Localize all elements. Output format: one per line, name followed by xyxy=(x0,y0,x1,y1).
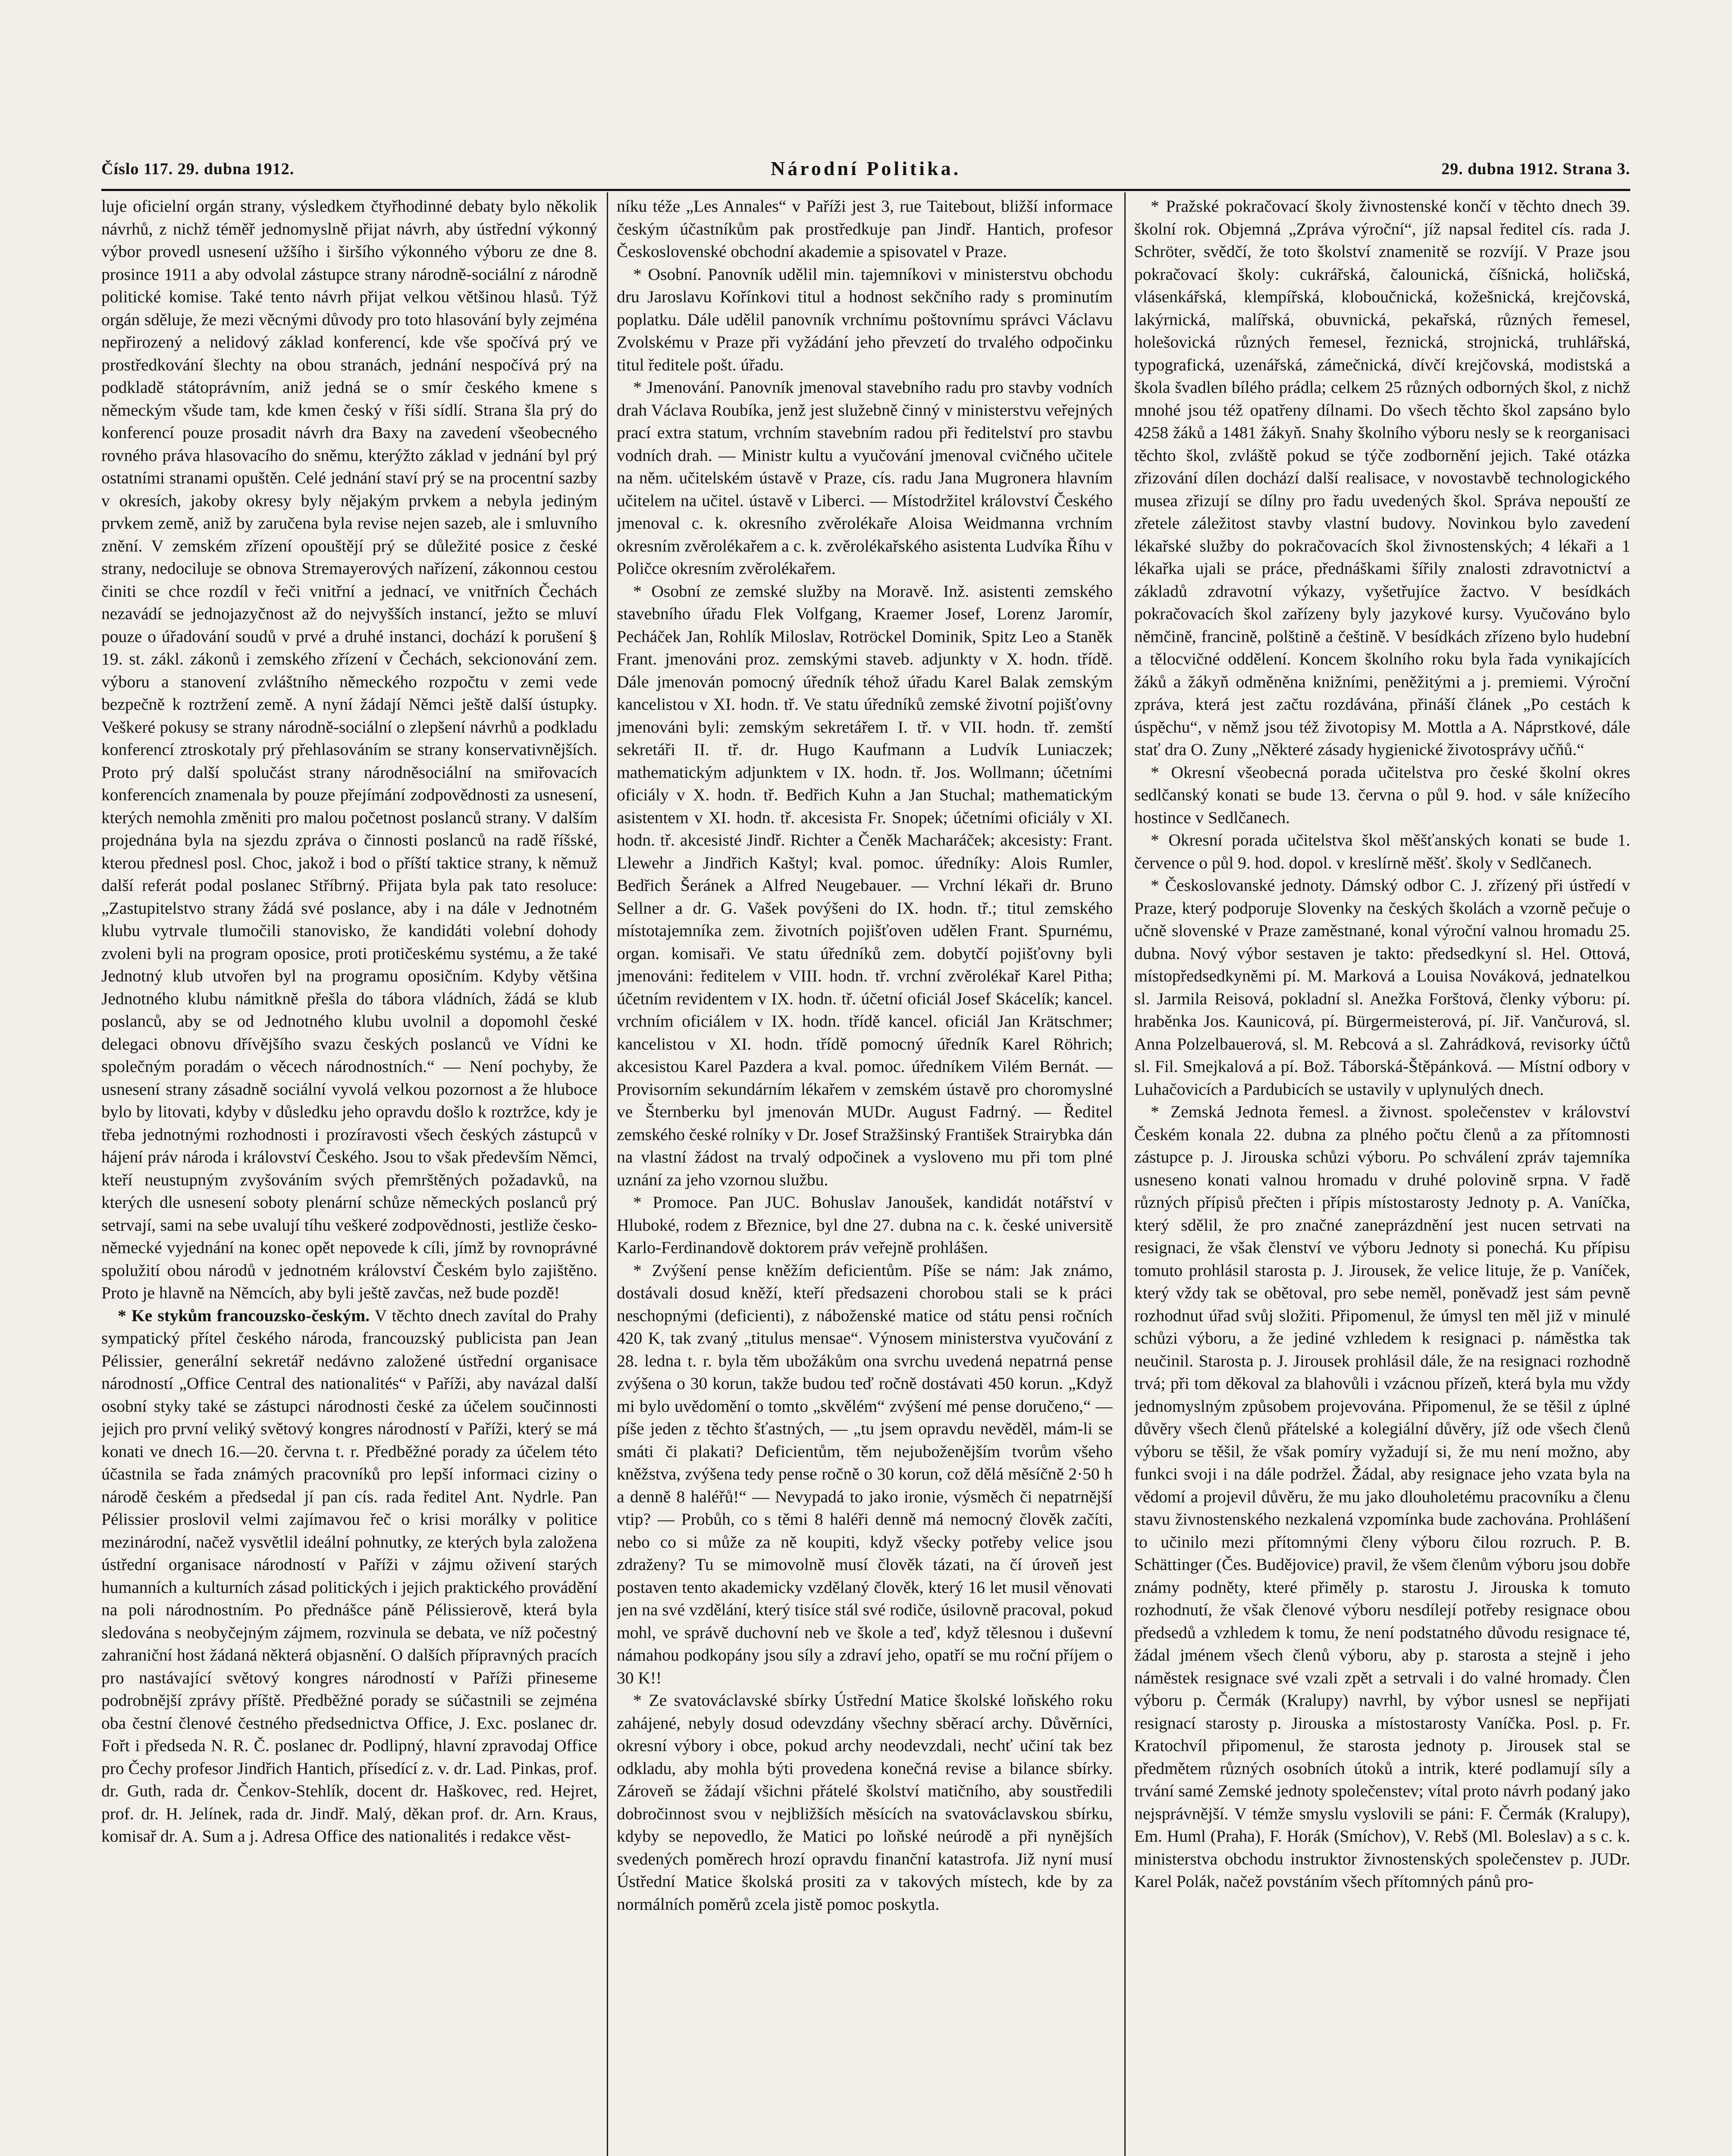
article-heading: * Ke stykům francouzsko-českým. xyxy=(118,1306,370,1325)
article-paragraph: * Okresní porada učitelstva škol měšťanských konati se bude 1. července o půl 9. hod. dopol. v kreslírně měšť. školy v Sedlčanech. xyxy=(1134,830,1630,872)
article-paragraph: * Pražské pokračovací školy živnostenské končí v těchto dnech 39. školní rok. Objemná „Zpráva výroční“, jíž napsal ředitel cís. rada J. Schröter, svědčí, že toto školství znamenitě se rozvíjí. V Praze jsou pokračovací školy: cukrářská, čalounická, číšnická, holičská, vlásenkářská, klempířská, kloboučnická, kožešnická, krejčovská, lakýrnická, malířská, obuvnická, pekařská, různých řemesel, holešovická různých řemesel, řeznická, strojnická, truhlářská, typografická, uzenářská, zámečnická, dívčí krejčovská, modistská a škola švadlen bílého prádla; celkem 25 různých odborných škol, z nichž mnohé jsou též opatřeny dílnami. Do všech těchto škol zapsáno bylo 4258 žáků a 1481 žákyň. Snahy školního výboru nesly se k reorganisaci těchto škol, zvláště pokud se týče zodbornění jejich. Také otázka zřizování dílen dochází další realisace, v novostavbě technologického musea zřizují se dílny pro řadu uvedených škol. Správa nepouští ze zřetele záležitost stavby vlastní budovy. Novinkou bylo zavedení lékařské služby do pokračovacích škol živnostenských; 4 lékaři a 1 lékařka ujali se práce, přednáškami šířily znalosti zdravotnictví a základů zdravotní výkazy, vyšetřujíce žactvo. V besídkách pokračovacích škol zařízeny byly jazykové kursy. Vyučováno bylo němčině, francině, polštině a češtině. V besídkách zřízeno bylo hudební a tělocvičné oddělení. Koncem školního roku byla řada vynikajících žáků a žákyň odměněna knižními, peněžitými a j. premiemi. Výroční zpráva, která jest začtu rozdávána, přináší článek „Po cestách k úspěchu“, v němž jsou též životopisy M. Mottla a A. Náprstkové, dále stať dra O. Zuny „Některé zásady hygienické životosprávy učňů.“ xyxy=(1134,197,1630,759)
article-paragraph: * Osobní. Panovník udělil min. tajemníkovi v ministerstvu obchodu dru Jaroslavu Kořínkovi titul a hodnost sekčního rady s prominutím poplatku. Dále udělil panovník vrchnímu poštovnímu správci Václavu Zvolskému v Praze při vyžádání jeho převzetí do trvalého odpočinku titul ředitele pošt. úřadu. xyxy=(617,264,1113,374)
issue-number: Číslo 117. 29. dubna 1912. xyxy=(101,160,295,178)
column-1 xyxy=(101,195,597,2156)
column-divider-1 xyxy=(607,192,608,2156)
column-3 xyxy=(1134,195,1630,2156)
article-paragraph: níku téže „Les Annales“ v Paříži jest 3, rue Taitebout, bližší informace českým účastníkům pak prostředkuje pan Jindř. Hantich, profesor Československé obchodní akademie a spisovatel v Praze. xyxy=(617,197,1113,261)
article-paragraph: * Českoslovanské jednoty. Dámský odbor C. J. zřízený při ústředí v Praze, který podporuje Slovenky na českých školách a vzorně pečuje o učně slovenské v Praze zaměstnané, konal výroční valnou hromadu 25. dubna. Nový výbor sestaven je takto: předsedkyní sl. Hel. Ottová, místopředsedkyněmi pí. M. Marková a Louisa Nováková, jednatelkou sl. Jarmila Reisová, pokladní sl. Anežka Forštová, členky výboru: pí. hraběnka Jos. Kaunicová, pí. Bürgermeisterová, pí. Jiř. Vančurová, sl. Anna Polzelbauerová, sl. M. Rebcová a sl. Zahrádková, revisorky účtů sl. Fil. Smejkalová a pí. Bož. Táborská-Štěpánková. — Místní odbory v Luhačovicích a Pardubicích se ustavily v uplynulých dnech. xyxy=(1134,876,1630,1099)
article-paragraph: luje oficielní orgán strany, výsledkem čtyřhodinné debaty bylo několik návrhů, z nichž téměř jednomyslně přijat návrh, aby ústřední výkonný výbor provedl usnesení užšího i širšího výkonného výboru ze dne 8. prosince 1911 a aby odvolal zástupce strany národně-sociální z národně politické komise. Také tento návrh přijat velkou většinou hlasů. Týž orgán sděluje, že mezi věcnými důvody pro toto hlasování byly zejména nepřirozený a nelidový základ konferencí, kde vše spočívá prý ve prostředkování šlechty na obou stranách, jednání nespočívá prý na podkladě státoprávním, aniž jedná se o smír českého kmene s německým všude tam, kde kmen český v říši sídlí. Strana šla prý do konferencí pouze prosadit návrh dra Baxy na zavedení všeobecného rovného práva hlasovacího do sněmu, kterýžto základ v jednání byl prý ostatními stranami opuštěn. Celé jednání staví prý se na procentní sazby v okresích, jakoby okresy byly nějakým prvkem a nebyla jediným prvkem země, aniž by zaručena byla revise nejen sazeb, ale i smluvního znění. V zemském zřízení opouštějí prý se důležité posice z české strany, nedociluje se obnova Stremayerových nařízení, zákonnou cestou činiti se chce rozdíl v řeči vnitřní a jednací, ve vnitřních Čechách nezavádí se jednojazyčnost až do nejvyšších instancí, ježto se mluví pouze o úřadování soudů v prvé a druhé instanci, dochází k porušení § 19. st. zákl. zákonů i zemského zřízení v Čechách, sekcionování zem. výboru a stanovení zvláštního německého rozpočtu v zemi vede bezpečně k roztržení země. A nyní žádají Němci ještě další ústupky. Veškeré pokusy se strany národně-sociální o zlepšení návrhů a podkladu konferencí ztroskotaly prý přehlasováním se strany konservativnějších. Proto prý další spolučást strany národněsociální na smiřovacích konferencích znamenala by pouze přejímání zodpovědnosti za usnesení, kterých nemohla změniti pro malou početnost poslanců strany. V dalším projednána byla na sjezdu zpráva o činnosti poslanců na radě říšské, kterou přednesl posl. Choc, jakož i bod o příští taktice strany, k němuž další referát podal poslanec Stříbrný. Přijata byla pak tato resoluce: „Zastupitelstvo strany žádá své poslance, aby i na dále v Jednotném klubu vytrvale tlumočili stanovisko, že kandidáti volební dohody zvoleni byli na program oposice, proti protičeskému systému, a že také Jednotný klub utvořen byl na programu oposičním. Kdyby většina Jednotného klubu námitkně přešla do tábora vládních, žádá se klub poslanců, aby se od Jednotného klubu uvolnil a dopomohl české delegaci obnovu dřívějšího svazu českých poslanců ve Vídni ke společným poradám o věcech národnostních.“ — Není pochyby, že usnesení strany zásadně sociální vyvolá velkou pozornost a že hluboce bylo by litovati, kdyby v důsledku jeho opravdu došlo k roztržce, kdy je třeba jednotnými rozhodnosti i prozíravosti všech českých zástupců v hájení práv národa i království Českého. Jsou to však především Němci, kteří neustupným zvyšováním svých přemrštěných požadavků, na kterých dle usnesení soboty plenární schůze německých poslanců prý setrvají, sami na sebe uvalují tíhu veškeré zodpovědnosti, jestliže česko-německé vyjednání na konec opět nepovede k cíli, jímž by rovnoprávné spolužití obou národů v jednotném království Českém bylo zajištěno. Proto je hlavně na Němcích, aby byli ještě zavčas, než bude pozdě! xyxy=(101,197,597,1302)
date-page-number: 29. dubna 1912. Strana 3. xyxy=(1441,160,1630,178)
article-paragraph: * Zvýšení pense kněžím deficientům. Píše se nám: Jak známo, dostávali dosud kněží, kteří předsazeni chorobou stali se k práci neschopnými (deficienti), z náboženské matice od státu pensi ročních 420 K, tak zvaný „titulus mensae“. Výnosem ministerstva vyučování z 28. ledna t. r. byla těm ubožákům ona svrchu uvedená nepatrná pense zvýšena o 30 korun, takže budou teď ročně dostávati 450 korun. „Když mi bylo uvědomění o tomto „skvělém“ zvýšení mé pense doručeno,“ — píše jeden z těchto šťastných, — „tu jsem opravdu nevěděl, mám-li se smáti či plakati? Deficientům, těm nejuboženějším tvorům všeho kněžstva, zvýšena tedy pense ročně o 30 korun, což dělá měsíčně 2·50 h a denně 8 haléřů!“ — Nevypadá to jako ironie, výsměch či nepatrnější vtip? — Probůh, co s těmi 8 haléři denně má nemocný člověk začíti, nebo co si může za ně koupiti, když všecky potřeby velice jsou zdraženy? Tu se mimovolně musí člověk tázati, na čí úroveň jest postaven tento akademicky vzdělaný člověk, který 16 let musil věnovati jen na své vzdělání, který tisíce stál své rodiče, úsilovně pracoval, pokud mohl, ve správě duchovní neb ve škole a teď, když tělesnou i duševní námahou podkopány jsou síly a zdraví jeho, opatří se mu roční příjem o 30 K!! xyxy=(617,1260,1113,1687)
masthead-title: Národní Politika. xyxy=(770,157,961,179)
article-paragraph: * Ze svatováclavské sbírky Ústřední Matice školské loňského roku zahájené, nebyly dosud odevzdány všechny sběrací archy. Důvěrníci, okresní výbory i obce, pokud archy neodevzdali, nechť učiní tak bez odkladu, aby mohla býti provedena konečná revise a bilance sbírky. Zároveň se žádají všichni přátelé školství matičního, aby soustředili dobročinnost svou v nejbližších měsících na svatováclavskou sbírku, kdyby se nepovedlo, že Matici po loňské neúrodě a při nynějších svedených poměrech hrozí opravdu finanční katastrofa. Již nyní musí Ústřední Matice školská prositi za v takových místech, kde by za normálních poměrů zcela jistě pomoc poskytla. xyxy=(617,1691,1113,1914)
article-paragraph: * Promoce. Pan JUC. Bohuslav Janoušek, kandidát notářství v Hluboké, rodem z Březnice, byl dne 27. dubna na c. k. české universitě Karlo-Ferdinandově doktorem práv veřejně prohlášen. xyxy=(617,1193,1113,1257)
header-rule xyxy=(101,189,1630,191)
article-paragraph: * Okresní všeobecná porada učitelstva pro české školní okres sedlčanský konati se bude 13. června o půl 9. hod. v sále knížecího hostince v Sedlčanech. xyxy=(1134,762,1630,827)
article-text: V těchto dnech zavítal do Prahy sympatický přítel českého národa, francouzský publicista pan Jean Pélissier, generální sekretář nedávno založené ústřední organisace národností „Office Central des nationalités“ v Paříži, aby navázal další osobní styky také se zástupci národnosti české za účelem součinnosti jejich pro první veliký světový kongres národností v Paříži, který se má konati ve dnech 16.—20. června t. r. Předběžné porady za účelem této účastnila se řada známých pracovníků pro lepší informaci ciziny o národě českém a předsedal jí pan cís. rada ředitel Ant. Nydrle. Pan Pélissier proslovil velmi zajímavou řeč o krisi morálky v politice mezinárodní, načež vysvětlil ideální pohnutky, ze kterých byla založena ústřední organisace národností v Paříži v zájmu oživení starých humanních a kulturních zásad politických i jejich praktického provádění na poli národnostním. Po přednášce páně Pélissierově, která byla sledována s neobyčejným zájmem, rozvinula se debata, ve níž počestný zahraniční host žádaná některá objasnění. O dalších přípravných pracích pro nastávající světový kongres národností v Paříži přineseme podrobnější zprávy příště. Předběžné porady se súčastnili se zejména oba čestní členové čestného předsednictva Office, J. Exc. poslanec dr. Fořt i předseda N. R. Č. poslanec dr. Podlipný, hlavní zpravodaj Office pro Čechy profesor Jindřich Hantich, přísedící z. v. dr. Lad. Pinkas, prof. dr. Guth, rada dr. Čenkov-Stehlík, docent dr. Haškovec, red. Hejret, prof. dr. H. Jelínek, rada dr. Jindř. Malý, děkan prof. dr. Arn. Kraus, komisař dr. A. Sum a j. Adresa Office des nationalités i redakce věst- xyxy=(101,1306,597,1846)
article-paragraph: * Osobní ze zemské služby na Moravě. Inž. asistenti zemského stavebního úřadu Flek Volfgang, Kraemer Josef, Lorenz Jaromír, Pecháček Jan, Rohlík Miloslav, Rotröckel Dominik, Spitz Leo a Staněk Frant. jmenováni proz. zemskými staveb. adjunkty v X. hodn. třídě. Dále jmenován pomocný úředník téhož úřadu Karel Balak zemským kancelistou v XI. hodn. tř. Ve statu úředníků zemské životní pojišťovny jmenováni byli: zemským sekretářem I. tř. v VII. hodn. tř. zemští sekretáři II. tř. dr. Hugo Kaufmann a Ludvík Luniaczek; mathematickým adjunktem v IX. hodn. tř. Jos. Wollmann; účetními oficiály v X. hodn. tř. Bedřich Kuhn a Jan Stuchal; mathematickým asistentem v XI. hodn. tř. akcesista Fr. Snopek; účetními oficiály v XI. hodn. tř. akcesisté Jindř. Richter a Čeněk Macharáček; akcesisty: Frant. Llewehr a Jindřich Kaštyl; kval. pomoc. úředníky: Alois Rumler, Bedřich Šeránek a Alfred Neugebauer. — Vrchní lékaři dr. Bruno Sellner a dr. G. Vašek povýšeni do IX. hodn. tř.; titul zemského místotajemníka zem. životních pojišťoven udělen Frant. Spurnému, organ. komisaři. Ve statu úředníků zem. dobytčí pojišťovny byli jmenováni: ředitelem v VIII. hodn. tř. vrchní zvěrolékař Karel Pitha; účetním revidentem v IX. hodn. tř. účetní oficiál Josef Skácelík; kancel. vrchním oficiálem v IX. hodn. třídě kancel. oficiál Jan Krätschmer; kancelistou v XI. hodn. třídě pomocný úředník Karel Röhrich; akcesistou Karel Pazdera a kval. pomoc. úředníkem Vilém Bernát. — Provisorním sekundárním lékařem v zemském ústavě pro choromyslné ve Šternberku byl jmenován MUDr. August Fadrný. — Ředitel zemského české rolníky v Dr. Josef Stražšinský František Strairybka dán na vlastní žádost na trvalý odpočinek a vysloveno mu při tom plné uznání za jeho vzornou službu. xyxy=(617,581,1113,1189)
article-paragraph: * Jmenování. Panovník jmenoval stavebního radu pro stavby vodních drah Václava Roubíka, jenž jest služebně činný v ministerstvu veřejných prací extra statum, vrchním stavebním radou při ředitelství pro stavbu vodních drah. — Ministr kultu a vyučování jmenoval cvičného učitele na něm. učitelském ústavě v Praze, cís. radu Jana Mugronera hlavním učitelem na učitel. ústavě v Liberci. — Místodržitel království Českého jmenoval c. k. okresního zvěrolékaře Aloisa Weidmanna vrchním okresním zvěrolékařem a c. k. zvěrolékařského asistenta Ludvíka Říhu v Poličce okresním zvěrolékařem. xyxy=(617,378,1113,578)
article-paragraph xyxy=(101,1304,597,1848)
column-divider-2 xyxy=(1124,192,1126,2156)
column-2 xyxy=(617,195,1113,2156)
article-paragraph: * Zemská Jednota řemesl. a živnost. společenstev v království Českém konala 22. dubna za plného počtu členů a za přítomnosti zástupce p. J. Jirouska schůzi výboru. Po schválení zpráv tajemníka usneseno konati valnou hromadu v druhé polovině srpna. V řadě různých přípisů přečten i přípis místostarosty Jednoty p. A. Vaníčka, který sdělil, že pro značné zaneprázdnění jest nucen setrvati na resignaci, že však členství ve výboru Jednoty si ponechá. Ku přípisu tomuto prohlásil starosta p. J. Jirousek, že velice lituje, že p. Vaníček, který vždy tak se obětoval, pro sebe neměl, poněvadž jest sám pevně rozhodnut úřad svůj složiti. Připomenul, že úmysl ten měl již v minulé schůzi výboru, a že jediné vzhledem k resignaci p. náměstka tak neučinil. Starosta p. J. Jirousek prohlásil dále, že na resignaci rozhodně trvá; při tom děkoval za blahovůli i vzácnou přízeň, která byla mu vždy jednomyslným způsobem projevována. Připomenul, že se těšil z úplné důvěry všech členů přátelské a kolegiální důvěry, jíž ode všech členů výboru se těšil, že však pomíry vyžadují si, že mu není možno, aby funkci svoji i na dále podržel. Žádal, aby resignace jeho vzata byla na vědomí a projevil důvěru, že mu jako dlouholetému pracovníku a členu stavu živnostenského nezkalená vzpomínka bude zachována. Prohlášení to učinilo mezi přítomnými členy výboru čilou rozruch. P. B. Schättinger (Čes. Budějovice) pravil, že všem členům výboru jsou dobře známy podněty, které přiměly p. starostu J. Jirouska k tomuto rozhodnutí, že však členové výboru nesdílejí potřeby resignace obou předsedů a vzhledem k tomu, že není podstatného důvodu resignace té, žádal jménem všech členů výboru, aby p. starosta a stejně i jeho náměstek resignace své vzali zpět a setrvali i do valné hromady. Člen výboru p. Čermák (Kralupy) navrhl, by výbor usnesl se nepřijati resignací starosty p. Jirouska a místostarosty Vaníčka. Posl. p. Fr. Kratochvíl připomenul, že starosta jednoty p. Jirousek stal se předmětem různých osobních útoků a intrik, které podlamují síly a trvání samé Zemské jednoty společenstev; vítal proto návrh podaný jako nejsprávnější. V témže smyslu vyslovili se páni: F. Čermák (Kralupy), Em. Huml (Praha), F. Horák (Smíchov), V. Rebš (Ml. Boleslav) a s c. k. ministerstva obchodu instruktor živnostenských společenstev p. JUDr. Karel Polák, načež povstáním všech přítomných pánů pro- xyxy=(1134,1102,1630,1891)
page-header xyxy=(101,155,1630,185)
